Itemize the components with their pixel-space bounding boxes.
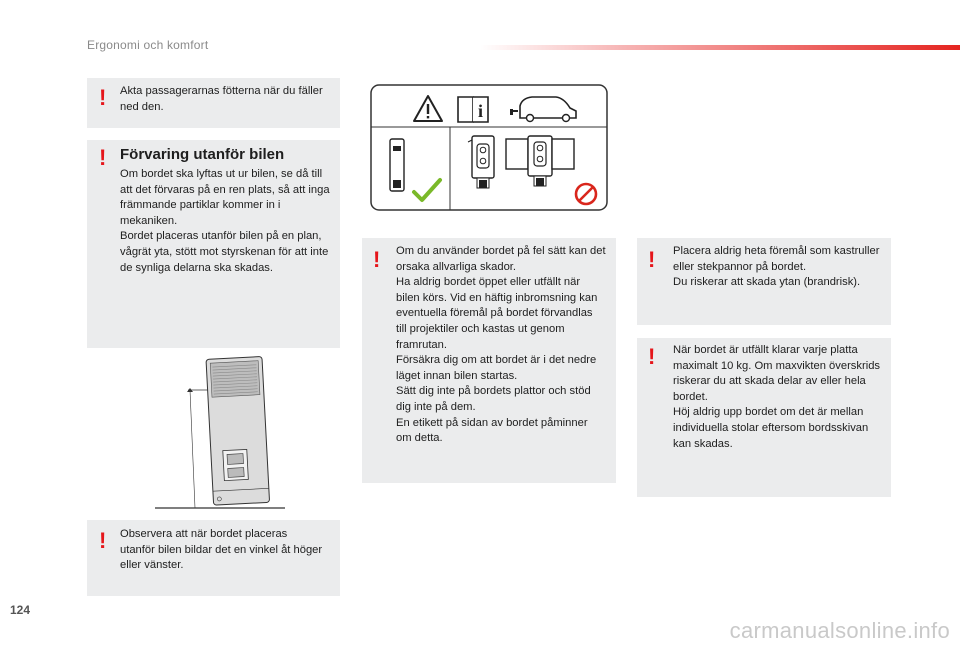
misuse-warning-box — [362, 238, 616, 483]
table-outside-illustration — [150, 350, 290, 512]
warning-box-feet — [87, 78, 340, 128]
section-title: Ergonomi och komfort — [87, 38, 209, 52]
header-accent-line — [480, 45, 960, 50]
hot-objects-box — [637, 238, 891, 325]
warning-exclamation-icon: ! — [373, 247, 381, 272]
angle-warning-text: Observera att när bordet placeras utanför bilen bildar det en vinkel åt höger eller vänster. — [120, 528, 323, 572]
storage-heading: Förvaring utanför bilen — [120, 146, 285, 163]
misuse-warning-text: Om du använder bordet på fel sätt kan det orsaka allvarliga skador. Ha aldrig bordet öppet eller utfällt när bilen körs. Vid en häftig inbromsning kan eventuella föremål på bordet förvandlas till projektiler och kastas ut genom framrutan. Försäkra dig om att bordet är i det nedre läget innan bilen startas. Sätt dig inte på bordets plattor och stöd dig inte på dem. En etikett på sidan av bordet påminner om detta. — [396, 245, 606, 445]
storage-outside-box — [87, 140, 340, 348]
watermark: carmanualsonline.info — [729, 618, 950, 643]
table-folded-correct — [390, 139, 404, 191]
angle-warning-box — [87, 520, 340, 596]
max-weight-box — [637, 338, 891, 497]
manual-book-icon — [458, 97, 488, 122]
page-number: 124 — [10, 603, 31, 617]
warning-exclamation-icon: ! — [99, 85, 107, 110]
warning-exclamation-icon: ! — [99, 145, 107, 170]
warning-exclamation-icon: ! — [648, 344, 656, 369]
table-warning-label — [370, 84, 608, 211]
warning-exclamation-icon: ! — [99, 528, 107, 553]
warning-exclamation-icon: ! — [648, 247, 656, 272]
hot-objects-text: Placera aldrig heta föremål som kastruller eller stekpannor på bordet. Du riskerar att skada ytan (brandrisk). — [673, 245, 880, 289]
storage-text: Om bordet ska lyftas ut ur bilen, se då till att det förvaras på en ren plats, så att inga främmande partiklar kommer in i mekaniken. Bordet placeras utanför bilen på en plan, vågrät yta, stött mot styrskenan för att inte de synliga delarna ska skadas. — [120, 168, 330, 274]
max-weight-text: När bordet är utfällt klarar varje platta maximalt 10 kg. Om maxvikten överskrids riskerar du att skada delar av eller hela bordet. Höj aldrig upp bordet om det är mellan individuella stolar eftersom bordsskivan kan skadas. — [673, 344, 881, 450]
table-body — [206, 356, 270, 505]
svg-text:i: i — [477, 101, 484, 121]
warning-text: Akta passagerarnas fötterna när du fäller ned den. — [120, 85, 323, 113]
